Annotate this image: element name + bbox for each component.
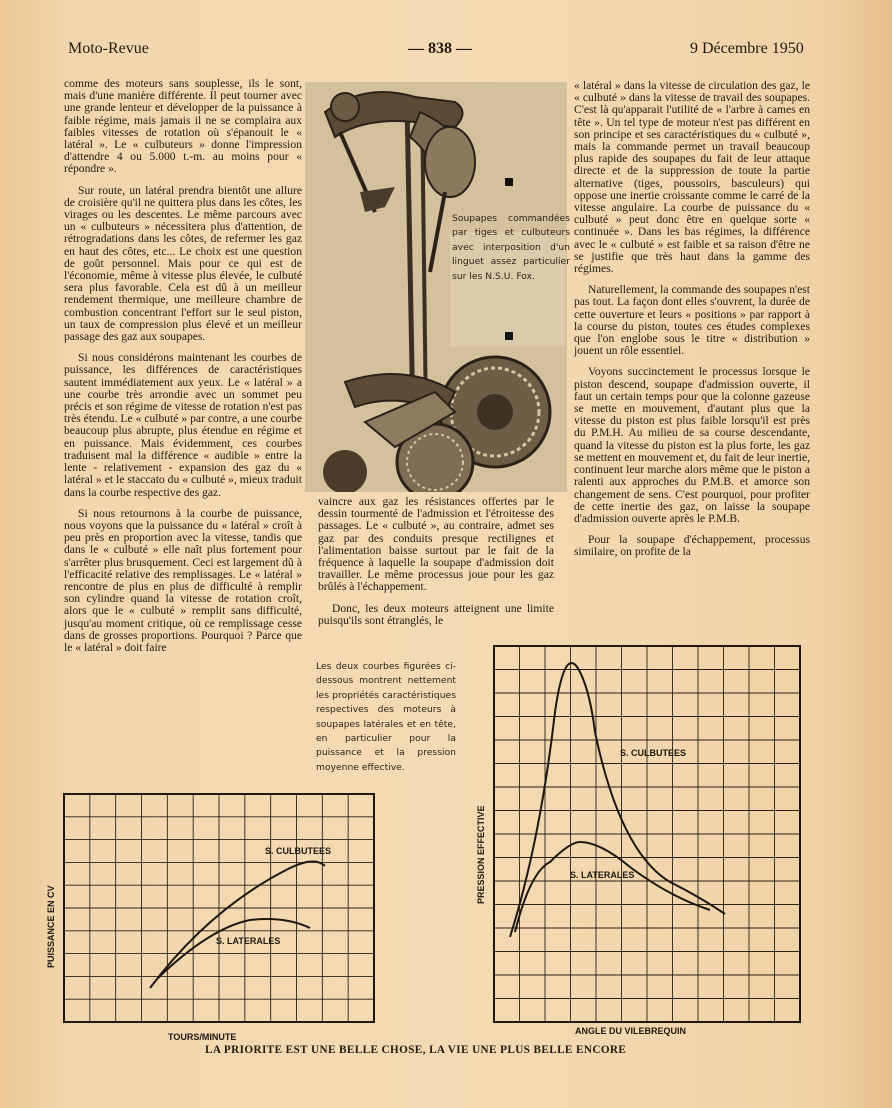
culbutees-curve [510,663,725,937]
paragraph: Si nous considérons maintenant les courbes de puissance, les différences de caractéristiques sautent immédiatement aux yeux. Le « latéral » a une courbe très arrondie avec un sommet peu précis et son régime de vitesse de rotation n'est pas très étendu. Le « culbuté » par contre, a une courbe beaucoup plus abrupte, plus étendue en régime et en puissance. Mais évidemment, ces courbes traduisent mal la différence « audible » entre la lente - relativement - expansion des gaz du « latéral » et le staccato du « culbuté », mieux traduit dans la courbe respective des gaz. [64,351,302,499]
pressure-chart [470,642,810,1040]
paragraph: Si nous retournons à la courbe de puissance, nous voyons que la puissance du « latéral » croît à peu près en proportion avec la vitesse, tandis que dans le « culbuté » elle naît plus fortement pour s'arrêter plus brusquement. Ceci est largement dû à l'efficacité relative des remplissages. Le « latéral » rencontre de plus en plus de difficulté à remplir son cylindre quand la vitesse de rotation croît, alors que le « culbuté » remplit sans difficulté, jusqu'au moment critique, où ce remplissage cesse dans de grosses proportions. Pourquoi ? Parce que le « latéral » doit faire [64,506,302,654]
series-label: S. CULBUTEES [265,846,332,856]
paragraph: Pour la soupape d'échappement, processus similaire, on profite de la [574,533,810,559]
chart-grid [494,646,800,1022]
power-chart [40,788,390,1046]
x-axis-label: TOURS/MINUTE [168,1032,237,1042]
column-2 [318,496,554,636]
issue-date: 9 Décembre 1950 [690,40,804,57]
x-axis-label: ANGLE DU VILEBREQUIN [575,1026,687,1036]
y-axis-label: PUISSANCE EN CV [46,885,56,968]
paragraph: Sur route, un latéral prendra bientôt une allure de croisière qu'il ne quittera plus dans les côtes, les virages ou les descentes. Le même parcours avec un « culbuteurs » nécessitera plus d'attention, de rétrogradations dans les côtes, de refermer les gaz en haut des côtes, etc... Le choix est une question de goût personnel. Mais pour ce qui est de l'économie, même à vitesse plus élevée, le culbuté sera plus favorable. Cela est dû à un meilleur rendement thermique, une meilleure chambre de combustion concentrant l'effort sur le seul piston, un taux de compression plus élevé et un meilleur passage des gaz aux soupapes. [64,183,302,344]
paragraph: vaincre aux gaz les résistances offertes par le dessin tourmenté de l'admission et l'étroitesse des passages. Le « culbuté », au contraire, admet ses gaz par des conduits presque rectilignes et l'alimentation baisse surtout par le fait de la fréquence à laquelle la soupape d'admission doit travailler. Le même processus joue pour les gaz brûlés à l'échappement. [318,495,554,594]
column-1 [64,78,302,663]
page-number: — 838 — [408,40,472,57]
culbutees-curve [150,861,325,988]
paragraph: « latéral » dans la vitesse de circulation des gaz, le « culbuté » dans la vitesse de travail des soupapes. C'est là qu'apparait l'utilité de « l'arbre à cames en tête ». Un tel type de moteur n'est pas différent en son principe et ses caractéristiques du « culbuté », mais la commande permet un travail beaucoup plus rapide des soupapes du fait de leur attaque directe et de la suppression de toute la partie alternative (tiges, poussoirs, basculeurs) qui oppose une inertie croissante comme le carré de la vitesse angulaire. La courbe de puissance du « culbuté » peut donc être en quelque sorte « continuée ». Dans les bas régimes, la différence avec le « culbuté » est faible et sa raison d'être ne se justifie que très haut dans la gamme des régimes. [574,79,810,276]
paragraph: Donc, les deux moteurs atteignent une limite puisqu'ils sont étranglés, le [318,601,554,627]
chart-caption: Les deux courbes figurées ci-dessous montrent nettement les propriétés caractéristiques respectives des moteurs à soupapes latérales et en tête, en particulier pour la puissance et la pression moyenne effective. [316,661,456,773]
paragraph: Naturellement, la commande des soupapes n'est pas tout. La façon dont elles s'ouvrent, la durée de cette ouverture et leurs « positions » par rapport à la course du piston, toutes ces études complexes que l'on englobe sous le titre « distribution » jouent un rôle essentiel. [574,283,810,358]
laterales-curve [158,919,310,978]
photo-caption: Soupapes commandées par tiges et culbuteurs avec interposition d'un linguet assez particulier sur les N.S.U. Fox. [452,213,570,282]
series-label: S. CULBUTEES [620,748,687,758]
paragraph: Voyons succinctement le processus lorsque le piston descend, soupape d'admission ouverte, il faut un certain temps pour que la colonne gazeuse se mette en mouvement, d'autant plus que la vitesse du piston est plus faible lorsqu'il est près du P.M.H. Au milieu de sa course descendante, quand la vitesse du piston est la plus forte, les gaz se mettent en mouvement et, du fait de leur inertie, continuent leur marche alors même que le piston a ralenti aux approches du P.M.B. et amorce son changement de sens. C'est pourquoi, pour profiter de cette inertie des gaz, on laisse la soupape d'admission ouverte après le P.M.B. [574,365,810,525]
y-axis-label: PRESSION EFFECTIVE [476,805,486,904]
valve-gear-photo [305,82,567,492]
footer-slogan: LA PRIORITE EST UNE BELLE CHOSE, LA VIE UNE PLUS BELLE ENCORE [205,1044,627,1056]
series-label: S. LATERALES [216,936,281,946]
paragraph: comme des moteurs sans souplesse, ils le sont, mais d'une manière différente. Il peut tourner avec une grande lenteur et développer de la puissance à faible régime, mais jamais il ne se complaira aux faibles vitesses de rotation où s'épanouit le « latéral ». Le « culbuteurs » donne l'impression d'attendre 4 ou 5.000 t.-m. au moins pour « répondre ». [64,77,302,176]
column-3 [574,80,810,568]
series-label: S. LATERALES [570,870,635,880]
magazine-title: Moto-Revue [68,40,149,57]
chart-grid [64,794,374,1022]
